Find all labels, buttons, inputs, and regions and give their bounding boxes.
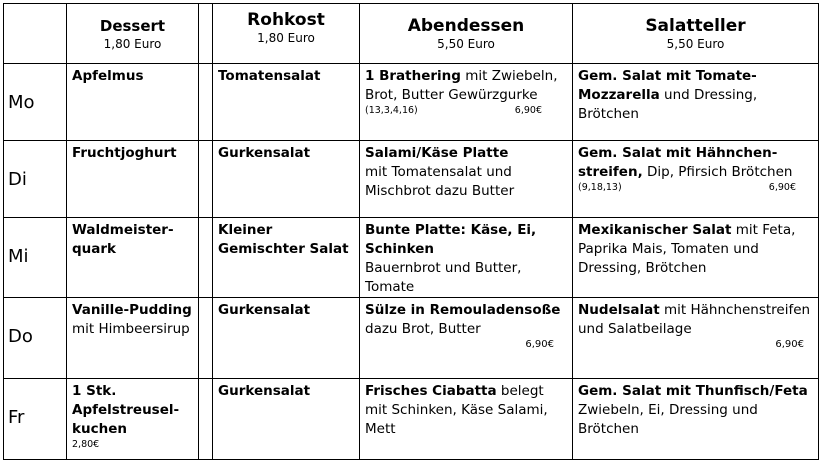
salatteller-cell xyxy=(573,141,818,217)
price-label: 6,90€ xyxy=(525,339,554,350)
salatteller-name: Gem. Salat mit Thunfisch/Feta xyxy=(578,383,808,399)
abendessen-name: Sülze in Remouladensoße xyxy=(365,302,561,318)
rohkost-name: Gurkensalat xyxy=(218,383,311,399)
header-rohkost xyxy=(213,4,360,64)
menu-table xyxy=(3,3,819,460)
spacer-cell xyxy=(199,141,213,218)
salatteller-cell xyxy=(573,298,818,378)
salatteller-cell xyxy=(573,218,818,297)
dessert-cell xyxy=(67,218,198,297)
dessert-name: Waldmeister-quark xyxy=(72,222,174,257)
abendessen-desc: Bauernbrot und Butter, Tomate xyxy=(365,260,522,295)
abendessen-cell xyxy=(360,141,572,217)
header-dessert xyxy=(67,4,199,64)
salatteller-name: Gem. Salat mit Hähnchen-streifen, xyxy=(578,145,778,180)
day-label: Fr xyxy=(8,407,25,428)
salatteller-cell xyxy=(573,379,818,459)
salatteller-desc: Zwiebeln, Ei, Dressing und Brötchen xyxy=(578,402,758,437)
salatteller-cell xyxy=(573,64,818,140)
dessert-cell xyxy=(67,379,198,459)
spacer-cell xyxy=(199,298,213,379)
rohkost-name: Gurkensalat xyxy=(218,145,311,161)
allergen-codes: (9,18,13) xyxy=(578,182,622,193)
salatteller-desc: und Dressing, Brötchen xyxy=(578,87,758,122)
day-row-mo xyxy=(4,64,819,141)
day-label: Do xyxy=(8,326,33,347)
day-label: Mo xyxy=(8,92,35,113)
dessert-desc: mit Himbeersirup xyxy=(72,321,190,337)
rohkost-name: Tomatensalat xyxy=(218,68,321,84)
dessert-name: Vanille-Pudding xyxy=(72,302,192,318)
header-salatteller-price: 5,50 Euro xyxy=(666,37,725,51)
price-label: 2,80€ xyxy=(72,439,100,450)
day-label: Di xyxy=(8,169,27,190)
rohkost-cell xyxy=(213,64,359,140)
price-label: 6,90€ xyxy=(768,182,796,193)
spacer-cell xyxy=(199,4,213,64)
rohkost-name: Kleiner Gemischter Salat xyxy=(218,222,349,257)
price-label: 6,90€ xyxy=(514,105,542,116)
dessert-name: 1 Stk. Apfelstreusel-kuchen xyxy=(72,383,180,437)
abendessen-cell xyxy=(360,379,572,459)
dessert-cell xyxy=(67,64,198,140)
abendessen-name: Salami/Käse Platte xyxy=(365,145,509,161)
header-salatteller xyxy=(573,4,819,64)
day-label: Mi xyxy=(8,246,29,267)
price-label: 6,90€ xyxy=(775,339,804,350)
dessert-name: Fruchtjoghurt xyxy=(72,145,177,161)
header-dessert-title: Dessert xyxy=(99,17,166,35)
day-row-di xyxy=(4,141,819,218)
salatteller-desc: mit Hähnchenstreifen und Salatbeilage xyxy=(578,302,811,337)
day-row-do xyxy=(4,298,819,379)
salatteller-desc: Dip, Pfirsich Brötchen xyxy=(642,164,793,180)
day-row-fr xyxy=(4,379,819,460)
header-row xyxy=(4,4,819,64)
header-salatteller-title: Salatteller xyxy=(645,16,746,36)
header-abendessen xyxy=(360,4,573,64)
allergen-codes: (13,3,4,16) xyxy=(365,105,418,116)
abendessen-desc: mit Zwiebeln, Brot, Butter Gewürzgurke xyxy=(365,68,558,103)
salatteller-name: Mexikanischer Salat xyxy=(578,222,732,238)
spacer-cell xyxy=(199,379,213,460)
day-row-mi xyxy=(4,218,819,298)
rohkost-name: Gurkensalat xyxy=(218,302,311,318)
corner-cell xyxy=(4,4,67,64)
header-rohkost-title: Rohkost xyxy=(247,10,325,30)
abendessen-cell xyxy=(360,298,572,378)
abendessen-name: 1 Brathering xyxy=(365,68,461,84)
dessert-cell xyxy=(67,298,198,378)
header-dessert-price: 1,80 Euro xyxy=(103,37,162,51)
dessert-name: Apfelmus xyxy=(72,68,144,84)
header-abendessen-price: 5,50 Euro xyxy=(437,37,495,51)
abendessen-desc: belegt mit Schinken, Käse Salami, Mett xyxy=(365,383,548,437)
dessert-cell xyxy=(67,141,198,217)
rohkost-cell xyxy=(213,141,359,217)
header-abendessen-title: Abendessen xyxy=(407,16,525,36)
rohkost-cell xyxy=(213,218,359,297)
abendessen-desc: dazu Brot, Butter xyxy=(365,321,481,337)
abendessen-cell xyxy=(360,218,572,297)
abendessen-name: Bunte Platte: Käse, Ei, Schinken xyxy=(365,222,537,257)
abendessen-name: Frisches Ciabatta xyxy=(365,383,497,399)
spacer-cell xyxy=(199,218,213,298)
abendessen-desc: mit Tomatensalat und Mischbrot dazu Butter xyxy=(365,164,515,199)
header-rohkost-price: 1,80 Euro xyxy=(257,31,315,45)
salatteller-name: Gem. Salat mit Tomate-Mozzarella xyxy=(578,68,757,103)
abendessen-cell xyxy=(360,64,572,140)
rohkost-cell xyxy=(213,379,359,459)
salatteller-desc: mit Feta, Paprika Mais, Tomaten und Dressing, Brötchen xyxy=(578,222,796,276)
rohkost-cell xyxy=(213,298,359,378)
spacer-cell xyxy=(199,64,213,141)
salatteller-name: Nudelsalat xyxy=(578,302,660,318)
